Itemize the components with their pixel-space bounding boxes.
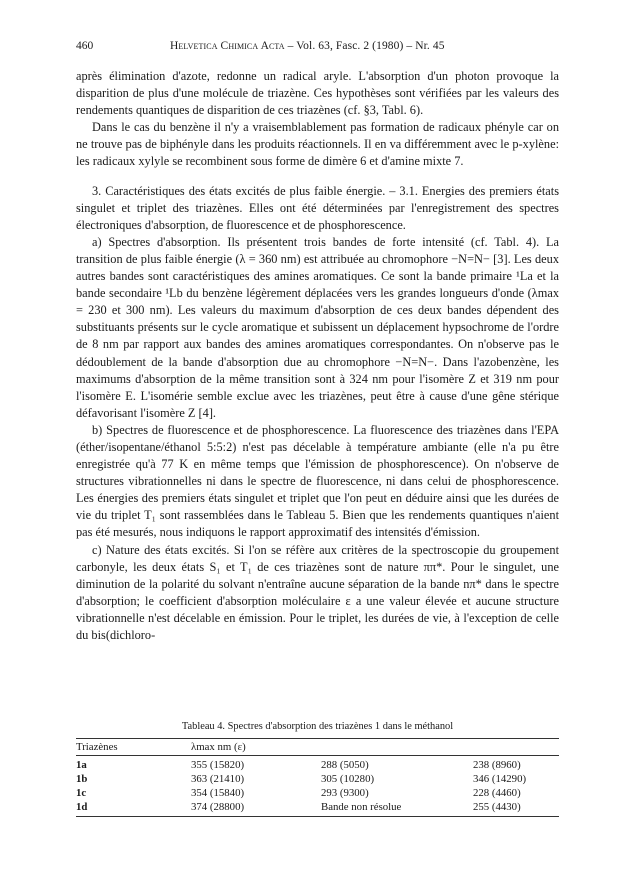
paragraph-2: Dans le cas du benzène il n'y a vraisemblablement pas formation de radicaux phényle car on ne trouve pas de biphényle dans les produits réactionnels. Il en va différemment avec le p-xylène: les radicaux xylyle se recombinent sous forme de dimère 6 et d'amine mixte 7. [76, 120, 559, 169]
cell-band-3: 255 (4430) [473, 801, 521, 813]
paragraph-absorption: a) Spectres d'absorption. Ils présentent trois bandes de forte intensité (cf. Tabl. 4). La transition de plus faible énergie (λ = 360 nm) est attribuée au chromophore −N=N− [3]. Les deux autres bandes sont caractéristiques des amines aromatiques. Ce sont la bande primaire ¹La et la bande secondaire ¹Lb du benzène légèrement déplacées vers les grandes longueurs d'onde (λmax = 230 et 300 nm). Les valeurs du maximum d'absorption de ces deux bandes dépendent des substituants présents sur le cycle aromatique et subissent un déplacement hypsochrome de l'ordre de 8 nm par rapport aux bandes des amines aromatiques correspondantes. On n'observe pas le dédoublement de la bande d'absorption due au chromophore −N=N−. Dans l'azobenzène, les maximums d'absorption de la même transition sont à 324 nm pour l'isomère Z et 319 nm pour l'isomère E. L'isomérie semble exclue avec les triazènes, peut être à cause d'une gêne stérique défavorisant l'isomère Z [4]. [76, 234, 559, 420]
cell-band-1: 374 (28800) [191, 801, 245, 813]
paragraph-fluorescence: b) Spectres de fluorescence et de phosphorescence. La fluorescence des triazènes dans l'EPA (éther/isopentane/éthanol 5:5:2) n'est pas décelable à température ambiante (elle n'a pu être enregistrée qu'à 77 K en même temps que l'émission de phosphorescence). On n'observe de structures vibrationnelles ni dans le spectre de fluorescence, ni dans celui de phosphorescence. Les énergies des premiers états singulet et triplet que l'on peut en déduire ainsi que les durées de vie du triplet T₁ sont rassemblées dans le Tableau 5. Bien que les rendements quantiques n'aient pas été mesurés, nous indiquons le rapport approximatif des intensités d'émission. [76, 422, 559, 540]
cell-band-1: 354 (15840) [191, 787, 245, 799]
paragraph-1: après élimination d'azote, redonne un radical aryle. L'absorption d'un photon provoque la disparition de plus d'une molécule de triazène. Ces hypothèses sont vérifiées par les valeurs des rendements quantiques de disparition de ces triazènes (cf. §3, Tabl. 6). [76, 69, 559, 118]
cell-band-3: 238 (8960) [473, 759, 521, 771]
cell-band-2: Bande non résolue [321, 801, 402, 813]
table-row [76, 756, 559, 773]
cell-band-2: 288 (5050) [321, 759, 369, 771]
running-header [76, 40, 559, 56]
table-caption: Tableau 4. Spectres d'absorption des triazènes 1 dans le méthanol [181, 721, 454, 732]
running-title [170, 40, 445, 52]
cell-band-1: 355 (15820) [191, 759, 245, 771]
cell-compound: 1d [76, 801, 88, 813]
cell-compound: 1b [76, 773, 88, 785]
absorption-table [76, 738, 559, 817]
cell-band-2: 293 (9300) [321, 787, 369, 799]
header-lambda-max: λmax nm (ε) [191, 741, 246, 753]
table-row [76, 787, 559, 801]
table-row [76, 773, 559, 787]
cell-compound: 1a [76, 759, 87, 771]
cell-band-2: 305 (10280) [321, 773, 375, 785]
table-header-row [76, 739, 559, 756]
section-3-heading-paragraph: 3. Caractéristiques des états excités de plus faible énergie. – 3.1. Energies des premiers états singulet et triplet des triazènes. Elles ont été déterminées par l'enregistrement des spectres électroniques d'absorption, de fluorescence et de phosphorescence. [76, 183, 559, 232]
header-triazenes: Triazènes [76, 741, 118, 753]
cell-band-1: 363 (21410) [191, 773, 245, 785]
journal-volume: – Vol. 63, Fasc. 2 (1980) – Nr. 45 [284, 40, 445, 52]
journal-name: Helvetica Chimica Acta [170, 40, 285, 52]
body-text [76, 68, 559, 644]
cell-band-3: 346 (14290) [473, 773, 527, 785]
cell-band-3: 228 (4460) [473, 787, 521, 799]
table-row [76, 801, 559, 817]
cell-compound: 1c [76, 787, 87, 799]
page-number: 460 [76, 40, 94, 52]
paragraph-excited-states: c) Nature des états excités. Si l'on se réfère aux critères de la spectroscopie du groupement carbonyle, les deux états S₁ et T₁ de ces triazènes sont de nature ππ*. Pour le singulet, une diminution de la polarité du solvant n'entraîne aucune séparation de la bande nπ* dans le spectre d'absorption; le coefficient d'absorption moléculaire ε a une valeur élevée et aucune structure vibrationnelle n'est décelable en émission. Pour le triplet, les durées de vie, à l'exception de celle du bis(dichloro- [76, 542, 559, 642]
